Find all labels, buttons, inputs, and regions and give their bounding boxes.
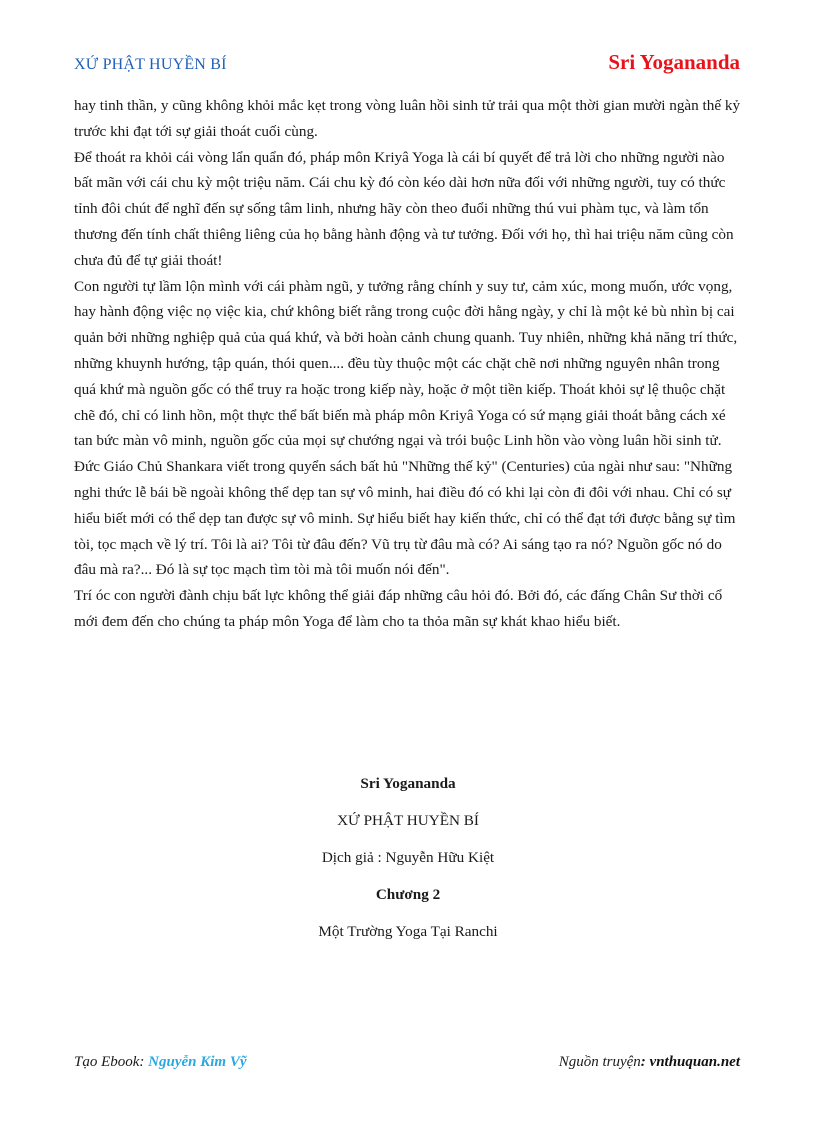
source-label: Nguồn truyện xyxy=(558,1054,641,1070)
source-credit: Nguồn truyện: vnthuquan.net xyxy=(558,1054,740,1070)
body-text xyxy=(74,93,742,635)
translator-credit: Dịch giả : Nguyễn Hữu Kiệt xyxy=(321,849,495,866)
chapter-book-title: XỨ PHẬT HUYỀN BÍ xyxy=(337,812,479,829)
chapter-author: Sri Yogananda xyxy=(360,775,456,792)
chapter-number: Chương 2 xyxy=(375,886,441,903)
ebook-creator: Nguyễn Kim Vỹ xyxy=(148,1054,247,1070)
page-header xyxy=(74,50,740,75)
header-author: Sri Yogananda xyxy=(608,50,740,74)
chapter-title: Một Trường Yoga Tại Ranchi xyxy=(318,923,498,940)
page-footer xyxy=(74,1054,740,1071)
paragraph: Trí óc con người đành chịu bất lực không thể giải đáp những câu hỏi đó. Bởi đó, các đấng Chân Sư thời cổ mới đem đến cho chúng ta pháp môn Yoga để làm cho ta thỏa mãn sự khát khao hiểu biết. xyxy=(74,587,723,630)
ebook-credit: Tạo Ebook: Nguyễn Kim Vỹ xyxy=(74,1054,247,1070)
paragraph: Để thoát ra khỏi cái vòng lẩn quẩn đó, pháp môn Kriyâ Yoga là cái bí quyết để trả lời cho những người nào bất mãn với cái chu kỳ một triệu năm. Cái chu kỳ đó còn kéo dài hơn nữa đối với những người, tuy có thức tỉnh đôi chút để nghĩ đến sự sống tâm linh, nhưng hãy còn theo đuổi những thú vui phàm tục, và làm tổn thương đến tính chất thiêng liêng của họ bằng hành động và tư tưởng. Đối với họ, thì hai triệu năm cũng còn chưa đủ để tự giải thoát! xyxy=(74,148,734,269)
source-site-link[interactable]: vnthuquan.net xyxy=(649,1054,740,1070)
paragraph: Đức Giáo Chủ Shankara viết trong quyển sách bất hủ "Những thế kỷ" (Centuries) của ngài như sau: "Những nghi thức lễ bái bề ngoài không thể dẹp tan sự vô minh, hai điều đó có khi lại còn đi đôi với nhau. Chỉ có sự hiểu biết mới có thể dẹp tan được sự vô minh. Sự hiểu biết hay kiến thức, chỉ có thể đạt tới được bằng sự tìm tòi, tọc mạch về lý trí. Tôi là ai? Tôi từ đâu đến? Vũ trụ từ đâu mà có? Ai sáng tạo ra nó? Nguồn gốc nó do đâu mà ra?... Đó là sự tọc mạch tìm tòi mà tôi muốn nói đến". xyxy=(74,458,736,579)
paragraph: Con người tự lầm lộn mình với cái phàm ngũ, y tưởng rằng chính y suy tư, cảm xúc, mong muốn, ước vọng, hay hành động việc nọ việc kia, chứ không biết rằng trong cuộc đời hằng ngày, y chỉ là một kẻ bù nhìn bị cai quản bởi những nghiệp quả của quá khứ, và bởi hoàn cảnh chung quanh. Tuy nhiên, những khả năng trí thức, những khuynh hướng, tập quán, thói quen.... đều tùy thuộc một các chặt chẽ nơi những nguyên nhân trong quá khứ mà nguồn gốc có thể truy ra hoặc trong kiếp này, hoặc ở một tiền kiếp. Thoát khỏi sự lệ thuộc chặt chẽ đó, chỉ có linh hồn, một thực thể bất biến mà pháp môn Kriyâ Yoga có sứ mạng giải thoát bằng cách xé tan bức màn vô minh, nguồn gốc của mọi sự chướng ngại và trói buộc Linh hồn vào vòng luân hồi sinh tử. xyxy=(74,277,738,450)
ebook-label: Tạo Ebook xyxy=(74,1054,140,1070)
chapter-heading-block xyxy=(0,765,816,950)
header-book-title: XỨ PHẬT HUYỀN BÍ xyxy=(74,56,227,73)
paragraph: hay tinh thần, y cũng không khỏi mắc kẹt trong vòng luân hồi sinh tử trải qua một thời gian mười ngàn thế kỷ trước khi đạt tới sự giải thoát cuối cùng. xyxy=(74,97,741,140)
